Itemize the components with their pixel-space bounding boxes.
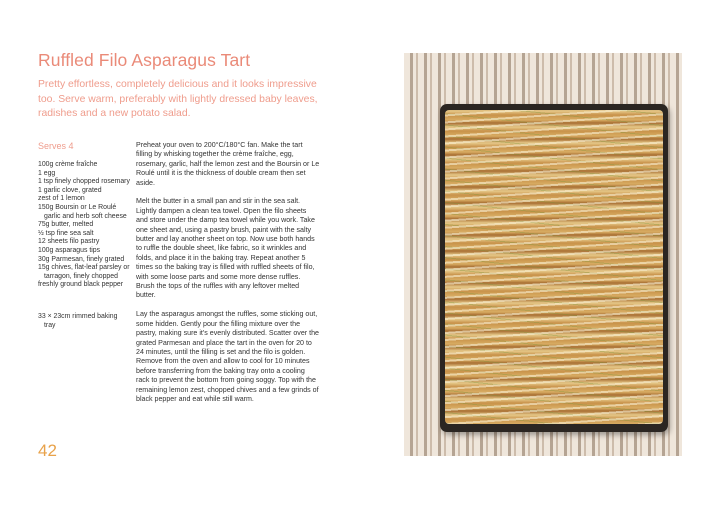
ingredient-item: 75g butter, melted [38, 221, 94, 229]
ingredient-item: 30g Parmesan, finely grated [38, 255, 125, 263]
ingredient-item: 15g chives, flat-leaf parsley or tarragon, finely chopped [38, 264, 130, 280]
ruffled-filo-tart [445, 110, 663, 424]
ingredient-item: ½ tsp fine sea salt [38, 229, 94, 237]
baking-tray [440, 104, 668, 432]
tart-photo [404, 53, 682, 456]
ingredient-item: 100g crème fraîche [38, 161, 98, 168]
page-number: 42 [38, 441, 57, 460]
ingredient-item: 100g asparagus tips [38, 246, 101, 254]
recipe-intro: Pretty effortless, completely delicious and it looks impressive too. Serve warm, preferably with lightly dressed baby leaves, radishes and a new potato salad. [38, 79, 318, 119]
ingredient-item: 1 tsp finely chopped rosemary [38, 178, 130, 186]
serves-label: Serves 4 [38, 141, 74, 151]
method-paragraph: Melt the butter in a small pan and stir in the sea salt. Lightly dampen a clean tea towel. Open the filo sheets and store under the damp tea towel while you work. Take one sheet and, using a pastry brush, paint with the salty butter and lay another sheet on top. Now use both hands to ruffle the double sheet, like fabric, so it wrinkles and folds, and place it in the baking tray. Repeat another 5 times so the baking tray is filled with ruffled sheets of filo, with some loose parts and some more dense ruffles. Brush the tops of the ruffles with any leftover melted butter. [136, 197, 315, 300]
ingredient-item: freshly ground black pepper [38, 281, 124, 289]
ingredient-item: 1 garlic clove, grated [38, 186, 102, 194]
method-paragraph: Preheat your oven to 200°C/180°C fan. Make the tart filling by whisking together the crème fraîche, egg, rosemary, garlic, half the lemon zest and the Boursin or Le Roulé until it is the thickness of double cream then set aside. [136, 141, 320, 187]
method-paragraph: Lay the asparagus amongst the ruffles, some sticking out, some hidden. Gently pour the filling mixture over the pastry, making sure it's evenly distributed. Scatter over the grated Parmesan and place the tart in the oven for 20 to 24 minutes, until the filling is set and the filo is golden. Remove from the oven and allow to cool for 10 minutes before transferring from the baking tray onto a cooling rack to prevent the bottom from going soggy. Top with the remaining lemon zest, chopped chives and a few grinds of black pepper and eat while still warm. [136, 310, 319, 403]
equipment-note: 33 × 23cm rimmed baking tray [38, 313, 118, 329]
ingredient-item: zest of 1 lemon [38, 195, 85, 203]
method-steps [136, 141, 320, 414]
recipe-title: Ruffled Filo Asparagus Tart [38, 50, 251, 70]
ingredient-item: 12 sheets filo pastry [38, 238, 100, 246]
ingredient-item: 150g Boursin or Le Roulé garlic and herb soft cheese [38, 203, 127, 220]
ingredient-item: 1 egg [38, 169, 56, 177]
ingredient-list [38, 161, 130, 290]
